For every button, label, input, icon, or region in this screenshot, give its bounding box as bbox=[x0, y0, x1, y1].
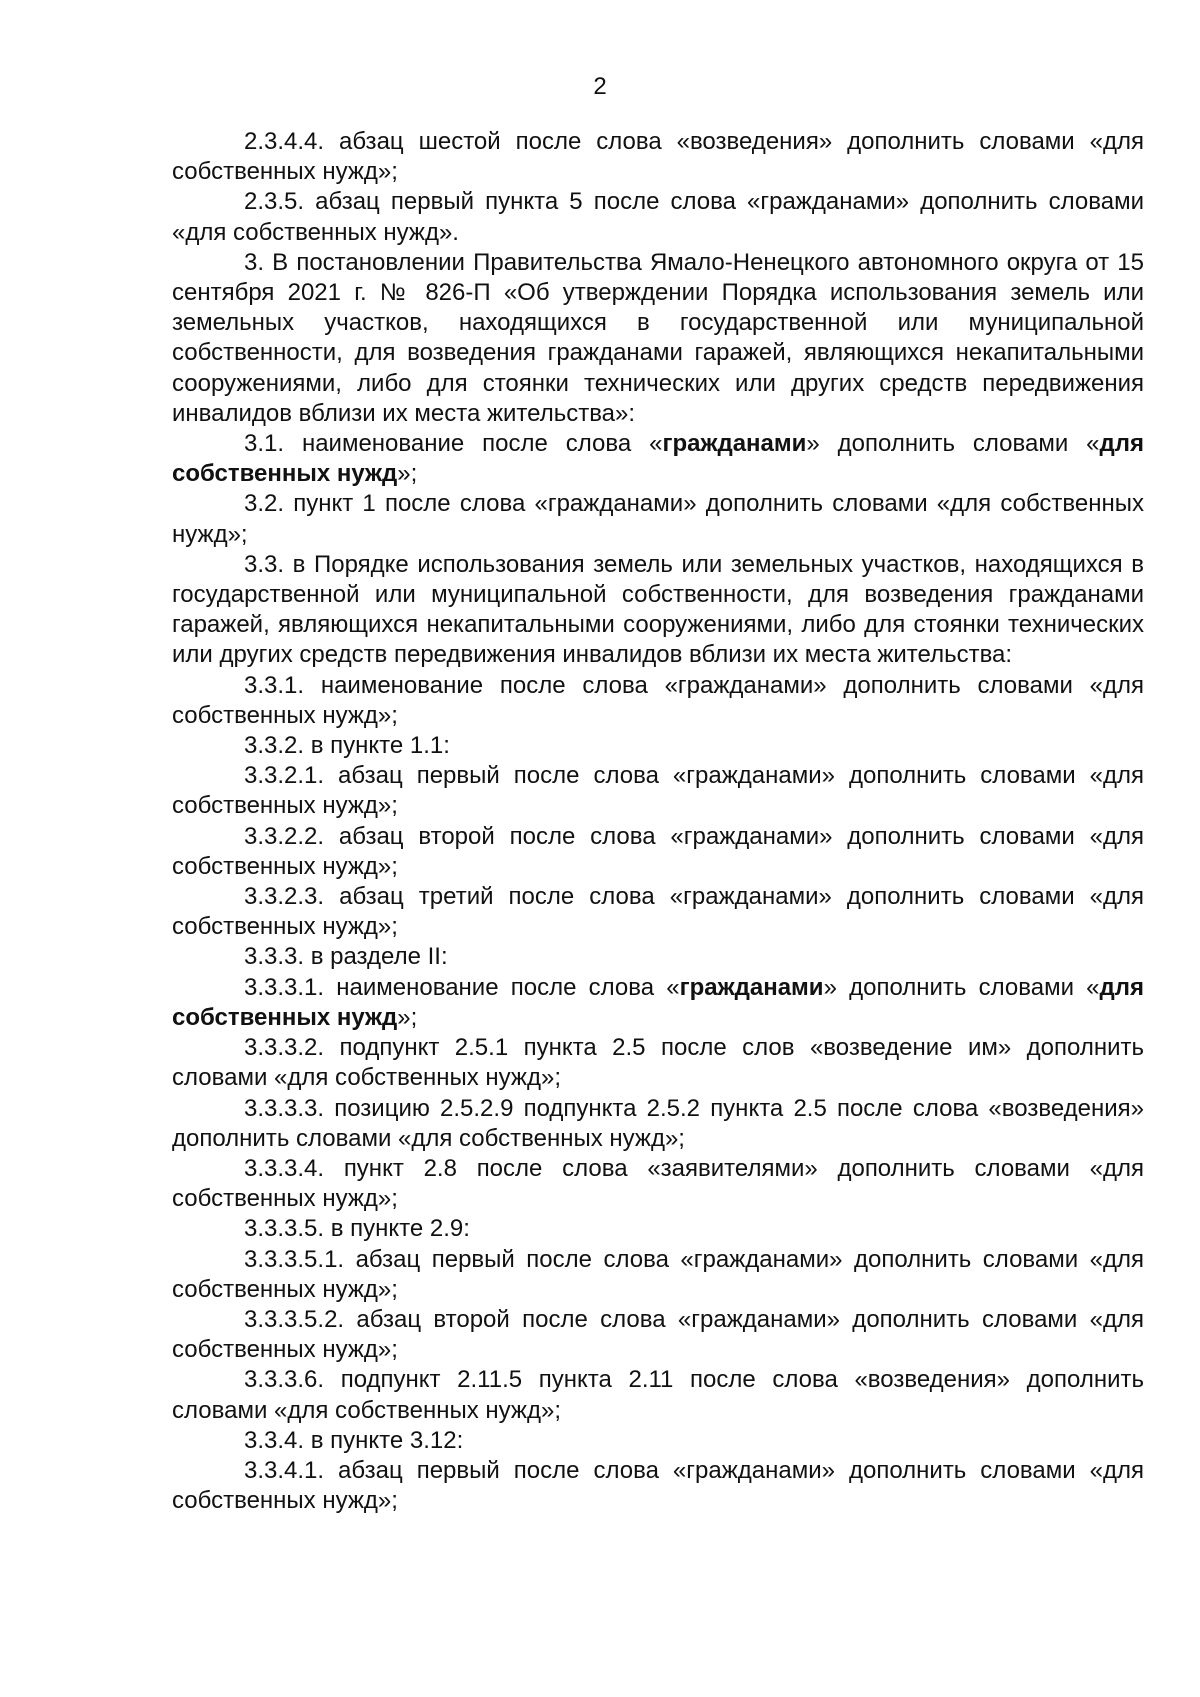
paragraph bbox=[172, 1214, 1144, 1244]
text-segment: 3.3.2.2. абзац второй после слова «гражданами» дополнить словами «для собственных нужд»; bbox=[172, 822, 1144, 880]
text-segment: 3.3.3.5.2. абзац второй после слова «гражданами» дополнить словами «для собственных нужд»; bbox=[172, 1305, 1144, 1364]
paragraph bbox=[172, 671, 1144, 731]
text-segment: 3.3.3.5.1. абзац первый после слова «гражданами» дополнить словами «для собственных нужд»; bbox=[172, 1245, 1144, 1303]
paragraph bbox=[172, 761, 1144, 821]
text-segment: 3.3.3.4. пункт 2.8 после слова «заявителями» дополнить словами «для собственных нужд»; bbox=[172, 1154, 1144, 1213]
paragraph bbox=[172, 1094, 1144, 1154]
text-segment: 3.3.2.3. абзац третий после слова «гражданами» дополнить словами «для собственных нужд»; bbox=[172, 883, 1144, 941]
paragraph bbox=[172, 942, 1144, 972]
paragraph bbox=[172, 1245, 1144, 1305]
paragraph bbox=[172, 127, 1144, 187]
paragraph bbox=[172, 187, 1144, 247]
paragraph bbox=[172, 1154, 1144, 1214]
text-segment: 3.3.4. в пункте 3.12: bbox=[244, 1426, 464, 1454]
paragraph bbox=[172, 1365, 1144, 1425]
paragraph bbox=[172, 731, 1144, 761]
text-segment: » дополнить словами « bbox=[823, 973, 1100, 1001]
text-segment: 3.3.3.5. в пункте 2.9: bbox=[244, 1215, 470, 1243]
paragraph bbox=[172, 882, 1144, 942]
text-segment: 3.3.4.1. абзац первый после слова «гражданами» дополнить словами «для собственных нужд»; bbox=[172, 1456, 1144, 1515]
bold-text-segment: гражданами bbox=[679, 973, 824, 1001]
text-segment: 3.3. в Порядке использования земель или земельных участков, находящихся в государственной или муниципальной собственности, для возведения гражданами гаражей, являющихся некапитальными сооружениями, либо для стоянки технических или других средств передвижения инвалидов вблизи их места жительства: bbox=[172, 550, 1144, 669]
text-segment: » дополнить словами « bbox=[806, 430, 1100, 458]
text-segment: 2.3.5. абзац первый пункта 5 после слова «гражданами» дополнить словами «для собственных нужд». bbox=[172, 188, 1144, 246]
text-segment: 2.3.4.4. абзац шестой после слова «возведения» дополнить словами «для собственных нужд»; bbox=[172, 128, 1144, 186]
text-segment: 3.3.2. в пункте 1.1: bbox=[244, 732, 450, 760]
text-segment: 3.2. пункт 1 после слова «гражданами» дополнить словами «для собственных нужд»; bbox=[172, 490, 1144, 548]
text-segment: 3.3.3.1. наименование после слова « bbox=[244, 973, 680, 1001]
text-segment: »; bbox=[397, 1003, 418, 1031]
text-segment: 3.1. наименование после слова « bbox=[244, 430, 663, 458]
paragraph bbox=[172, 1456, 1144, 1516]
paragraph bbox=[172, 1305, 1144, 1365]
bold-text-segment: для собственных нужд bbox=[172, 430, 1144, 488]
text-segment: 3. В постановлении Правительства Ямало-Ненецкого автономного округа от 15 сентября 2021 г. № 826-П «Об утверждении Порядка использования земель или земельных участков, находящихся в государственной или муниципальной собственности, для возведения гражданами гаражей, являющихся некапитальными сооружениями, либо для стоянки технических или других средств передвижения инвалидов вблизи их места жительства»: bbox=[172, 248, 1144, 427]
text-segment: 3.3.1. наименование после слова «гражданами» дополнить словами «для собственных нужд»; bbox=[172, 671, 1144, 729]
text-segment: 3.3.3.3. позицию 2.5.2.9 подпункта 2.5.2 пункта 2.5 после слова «возведения» дополнить словами «для собственных нужд»; bbox=[172, 1094, 1144, 1152]
paragraph bbox=[172, 822, 1144, 882]
text-segment: 3.3.3.2. подпункт 2.5.1 пункта 2.5 после слов «возведение им» дополнить словами «для собственных нужд»; bbox=[172, 1034, 1144, 1092]
paragraph bbox=[172, 550, 1144, 671]
text-segment: 3.3.3. в разделе II: bbox=[244, 943, 448, 971]
bold-text-segment: для собственных нужд bbox=[172, 973, 1144, 1031]
text-segment: »; bbox=[397, 460, 418, 488]
paragraph bbox=[172, 429, 1144, 489]
paragraph bbox=[172, 1033, 1144, 1093]
paragraph bbox=[172, 248, 1144, 429]
page-number: 2 bbox=[593, 73, 607, 100]
text-segment: 3.3.2.1. абзац первый после слова «гражданами» дополнить словами «для собственных нужд»; bbox=[172, 762, 1144, 820]
document-body bbox=[172, 127, 1144, 1516]
text-segment: 3.3.3.6. подпункт 2.11.5 пункта 2.11 после слова «возведения» дополнить словами «для собственных нужд»; bbox=[172, 1366, 1144, 1424]
bold-text-segment: гражданами bbox=[662, 430, 807, 458]
paragraph bbox=[172, 1426, 1144, 1456]
paragraph bbox=[172, 973, 1144, 1033]
paragraph bbox=[172, 489, 1144, 549]
